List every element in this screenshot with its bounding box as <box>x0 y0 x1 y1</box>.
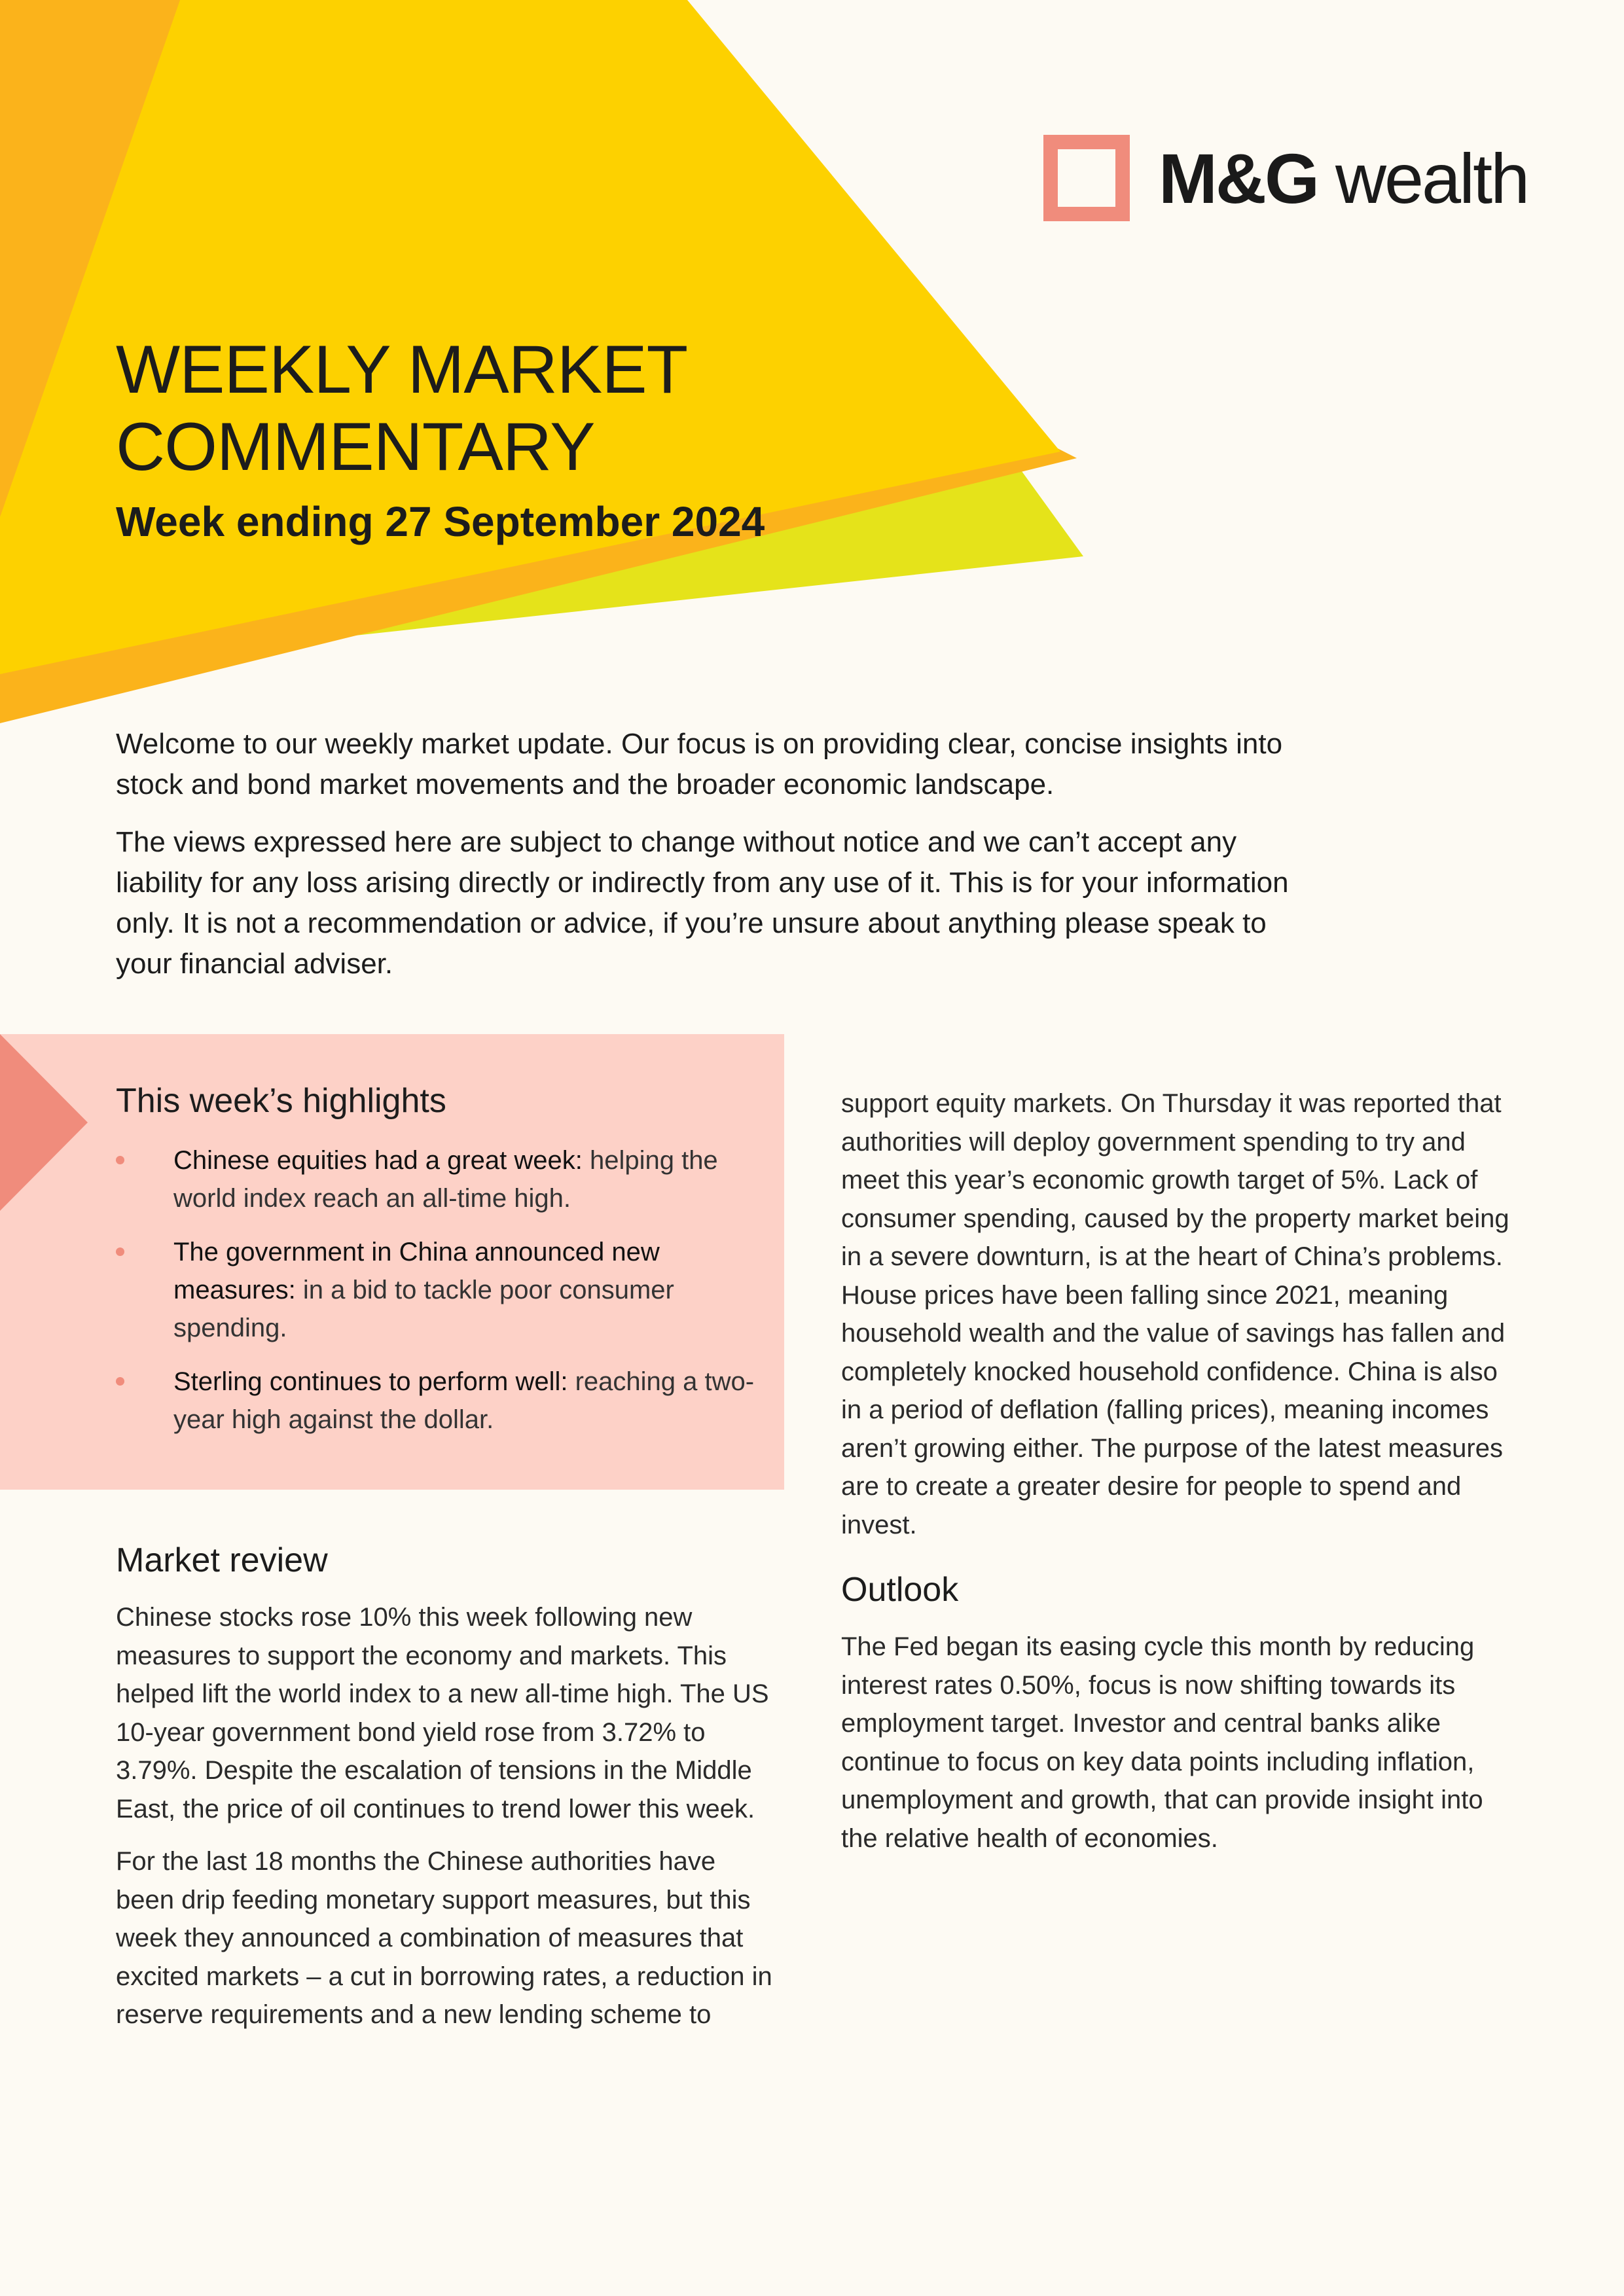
intro-paragraph-1: Welcome to our weekly market update. Our focus is on providing clear, concise insights into stock and bond market movements and the broader economic landscape. <box>116 728 1283 800</box>
brand-logo <box>1043 135 1528 221</box>
market-review-heading: Market review <box>116 1541 328 1579</box>
logo-wordmark-bold: M&G <box>1159 138 1318 218</box>
intro-disclaimer-paragraph: The views expressed here are subject to change without notice and we can’t accept any liability for any loss arising directly or indirectly from any use of it. This is for your information only. It is not a recommendation or advice, if you’re unsure about anything please speak to your financial adviser. <box>116 826 1289 980</box>
market-review-paragraph-2-continued: support equity markets. On Thursday it was reported that authorities will deploy government spending to try and meet this year’s economic growth target of 5%. Lack of consumer spending, caused by the property market being in a severe downturn, is at the heart of China’s problems. House prices have been falling since 2021, meaning household wealth and the value of savings has fallen and completely knocked household confidence. China is also in a period of deflation (falling prices), meaning incomes aren’t growing either. The purpose of the latest measures are to create a greater desire for people to spend and invest. <box>841 1089 1509 1539</box>
intro-section <box>116 724 1294 1001</box>
highlight-text: reaching a two-year high against the dollar. <box>173 1367 755 1434</box>
logo-wordmark <box>1159 137 1528 219</box>
market-review-paragraph-1: Chinese stocks rose 10% this week following new measures to support the economy and markets. This helped lift the world index to a new all-time high. The US 10-year government bond yield rose from 3.72% to 3.79%. Despite the escalation of tensions in the Middle East, the price of oil continues to trend lower this week. <box>116 1603 769 1823</box>
page-title-line-2: COMMENTARY <box>116 409 595 485</box>
right-column <box>841 1085 1522 1872</box>
highlight-text: in a bid to tackle poor consumer spending. <box>173 1276 674 1342</box>
highlights-arrow-icon <box>0 1034 88 1211</box>
page-title <box>116 331 687 486</box>
highlight-lead: Chinese equities had a great week: <box>173 1146 583 1175</box>
highlights-heading: This week’s highlights <box>116 1082 446 1120</box>
bullet-icon <box>116 1377 124 1386</box>
highlight-lead: Sterling continues to perform well: <box>173 1367 568 1396</box>
highlight-item <box>116 1363 757 1439</box>
highlight-text: helping the world index reach an all-time high. <box>173 1146 718 1213</box>
bullet-icon <box>116 1247 124 1256</box>
highlights-list <box>116 1141 757 1454</box>
outlook-paragraph: The Fed began its easing cycle this month by reducing interest rates 0.50%, focus is now shifting towards its employment target. Investor and central banks alike continue to focus on key data points including inflation, unemployment and growth, that can provide insight into the relative health of economies. <box>841 1632 1483 1853</box>
highlight-item <box>116 1141 757 1217</box>
highlight-item <box>116 1233 757 1347</box>
logo-square-icon <box>1043 135 1130 221</box>
highlight-lead: The government in China announced new measures: <box>173 1238 660 1304</box>
page-title-line-1: WEEKLY MARKET <box>116 332 688 408</box>
logo-wordmark-light: wealth <box>1317 138 1528 218</box>
bullet-icon <box>116 1156 124 1164</box>
outlook-heading: Outlook <box>841 1571 959 1609</box>
market-review-section <box>116 1541 777 2049</box>
page-subtitle: Week ending 27 September 2024 <box>116 498 765 545</box>
market-review-paragraph-2: For the last 18 months the Chinese authorities have been drip feeding monetary support measures, but this week they announced a combination of measures that excited markets – a cut in borrowing rates, a reduction in reserve requirements and a new lending scheme to <box>116 1847 772 2029</box>
